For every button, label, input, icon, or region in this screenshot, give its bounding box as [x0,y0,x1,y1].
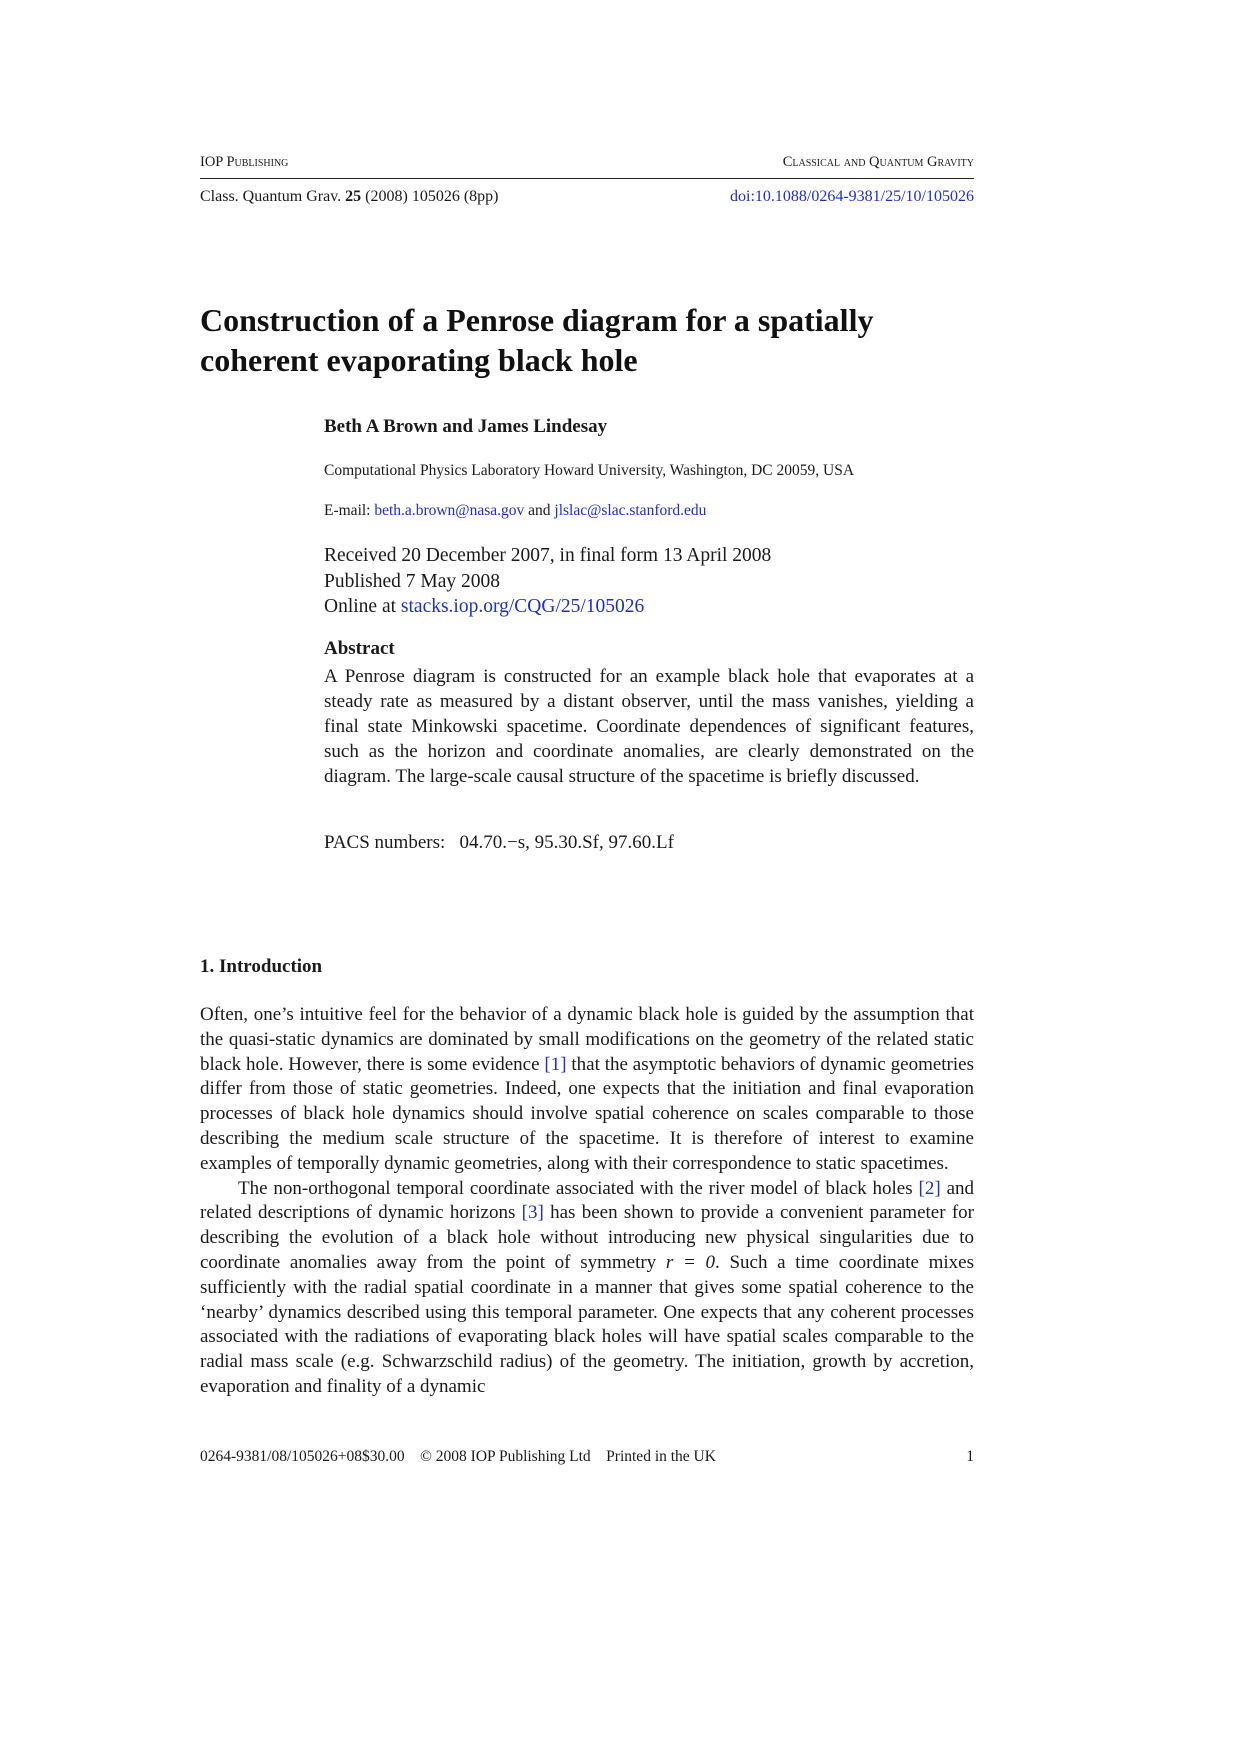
title-line-1: Construction of a Penrose diagram for a spatially [200,302,874,338]
math-inline: r = 0 [665,1251,715,1273]
page-number: 1 [966,1448,974,1465]
text-run: . Such a time coordinate mixes sufficiently with the radial spatial coordinate in a manner that gives some spatial coherence to the ‘nearby’ dynamics described using this temporal parameter. One expects that any coherent processes associated with the radiations of evaporating black holes will have spatial scales comparable to the radial mass scale (e.g. Schwarzschild radius) of the geometry. The initiation, growth by accretion, evaporation and finality of a dynamic [200,1251,974,1397]
publication-dates [324,543,771,620]
reference-link-2[interactable]: [2] [918,1177,941,1199]
header-rule [200,178,974,179]
text-run: Often, one’s intuitive feel for the behavior of a dynamic black hole is guided by the assumption that the quasi-static dynamics are dominated by small modifications on the geometry of the related static black hole. However, there is some evidence [200,1004,974,1075]
intro-body [200,1003,974,1400]
email-link-brown[interactable]: beth.a.brown@nasa.gov [374,502,525,519]
text-run: that the asymptotic behaviors of dynamic geometries differ from those of static geometries. Indeed, one expects that the initiation and final evaporation processes of black hole dynamics should involve spatial coherence on scales comparable to those describing the medium scale structure of the spacetime. It is therefore of interest to examine examples of temporally dynamic geometries, along with their correspondence to static spacetimes. [200,1053,974,1174]
paper-title [200,300,980,380]
received-date: Received 20 December 2007, in final form 13 April 2008 [324,545,772,566]
text-run: and related descriptions of dynamic horizons [200,1177,975,1224]
author-list: Beth A Brown and James Lindesay [324,416,608,437]
text-run: has been shown to provide a convenient parameter for describing the evolution of a black hole without introducing new physical singularities due to coordinate anomalies away from the point of symmetry [200,1202,975,1273]
intro-paragraph-1 [200,1003,974,1177]
text-run: The non-orthogonal temporal coordinate associated with the river model of black holes [238,1177,919,1199]
reference-link-1[interactable]: [1] [544,1053,567,1075]
affiliation: Computational Physics Laboratory Howard University, Washington, DC 20059, USA [324,462,855,479]
reference-link-3[interactable]: [3] [521,1202,544,1224]
email-line [324,502,706,520]
intro-paragraph-2 [200,1177,974,1400]
title-line-2: coherent evaporating black hole [200,342,638,378]
citation-line [200,188,974,206]
email-conjunction: and [524,502,555,519]
online-line [324,594,771,620]
online-label: Online at [324,596,401,617]
doi-link[interactable]: doi:10.1088/0264-9381/25/10/105026 [730,188,974,205]
email-label: E-mail: [324,502,375,519]
abstract-heading: Abstract [324,638,395,659]
email-link-lindesay[interactable]: jlslac@slac.stanford.edu [554,502,707,519]
published-date: Published 7 May 2008 [324,570,501,592]
citation-prefix: Class. Quantum Grav. [200,188,346,205]
pacs-numbers: PACS numbers: 04.70.−s, 95.30.Sf, 97.60.Lf [324,832,674,853]
running-header [200,154,974,171]
page-footer [200,1448,974,1466]
online-link[interactable]: stacks.iop.org/CQG/25/105026 [400,596,645,617]
section-heading: 1. Introduction [200,956,323,977]
footer-copyright: 0264-9381/08/105026+08$30.00 © 2008 IOP Publishing Ltd Printed in the UK [200,1448,716,1465]
abstract-text: A Penrose diagram is constructed for an example black hole that evaporates at a steady rate as measured by a distant observer, until the mass vanishes, yielding a final state Minkowski spacetime. Coordinate dependences of significant features, such as the horizon and coordinate anomalies, are clearly demonstrated on the diagram. The large-scale causal structure of the spacetime is briefly discussed. [324,666,974,787]
citation-volume: 25 [345,188,362,205]
citation-suffix: (2008) 105026 (8pp) [361,188,499,205]
publisher-name: IOP Publishing [200,154,289,170]
journal-name: Classical and Quantum Gravity [782,154,974,170]
